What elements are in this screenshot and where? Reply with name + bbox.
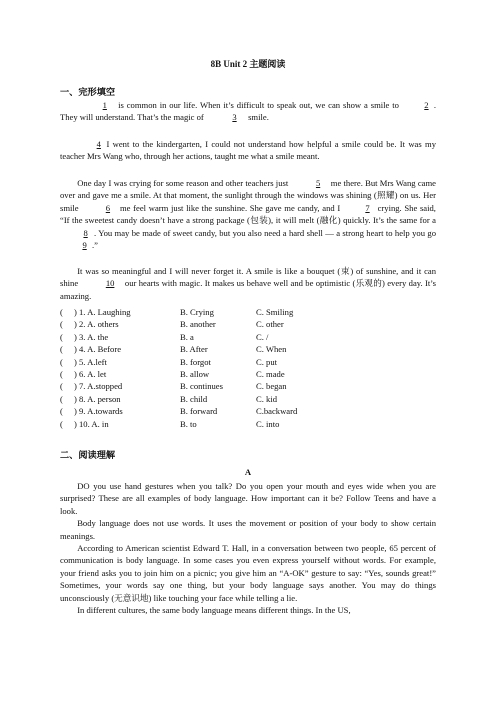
blank-2: 2 (424, 100, 429, 110)
option-a: ) 5. A.left (74, 356, 107, 367)
option-b: B. another (180, 319, 216, 330)
answer-bracket[interactable]: ( (60, 381, 63, 392)
option-row-9 (60, 405, 436, 417)
option-row-4 (60, 343, 436, 355)
cloze-paragraph-1 (60, 99, 436, 124)
answer-bracket[interactable]: ( (60, 319, 63, 330)
reading-paragraph-1: DO you use hand gestures when you talk? Do you open your mouth and eyes wide when you are surprised? These are all examples of body language. How important can it be? Follow Teens and have a look. (60, 481, 436, 516)
option-c: C. When (256, 344, 287, 355)
option-b: B. Crying (180, 307, 214, 317)
blank-5: 5 (315, 178, 321, 188)
cloze-text: crying. She said, “If the sweetest candy doesn’t have a strong package (包装), it will melt (融化) quickly. It’s the same for a (60, 202, 436, 226)
section-heading-reading: 二、阅读理解 (60, 450, 116, 460)
cloze-options (60, 306, 436, 430)
cloze-text: smile. (248, 112, 269, 123)
blank-7: 7 (365, 202, 370, 213)
option-row-2 (60, 318, 436, 330)
cloze-text: our hearts with magic. It makes us behave well and be optimistic (乐观的) every day. It’s amazing. (60, 278, 437, 301)
option-row-3 (60, 331, 436, 343)
option-c: C. put (256, 356, 278, 367)
cloze-text: I went to the kindergarten, I could not understand how helpful a smile could be. It was my teacher Mrs Wang who, through her actions, taught me what a smile meant. (60, 139, 436, 162)
option-a: ) 8. A. person (74, 393, 121, 404)
option-b: B. a (180, 331, 194, 342)
answer-bracket[interactable]: ( (60, 344, 63, 355)
blank-6: 6 (105, 202, 111, 213)
cloze-text: . They will understand. That’s the magic of (60, 100, 436, 123)
answer-bracket[interactable]: ( (60, 307, 63, 317)
blank-10: 10 (105, 278, 115, 289)
cloze-text: It was so meaningful and I will never forget it. A smile is like a bouquet (束) of sunshine, and it can shine (60, 266, 436, 289)
option-c: C. / (256, 331, 269, 342)
option-c: C. Smiling (256, 307, 294, 317)
cloze-text: One day I was crying for some reason and other teachers just (77, 178, 289, 188)
option-c: C. into (256, 418, 280, 429)
answer-bracket[interactable]: ( (60, 418, 63, 429)
cloze-paragraph-2 (60, 138, 436, 163)
reading-paragraph-3: According to American scientist Edward T. Hall, in a conversation between two people, 65 percent of communication is body language. In some cases you even express yourself without words. For example, your friend asks you to join him on a picnic; you give him an “A-OK” gesture to say: “Yes, sounds great!” Sometimes, your words say one thing, but your body language says another. You may do things unconsciously (无意识地) like touching your face while telling a lie. (60, 543, 436, 603)
reading-paragraph-2: Body language does not use words. It uses the movement or position of your body to show certain meanings. (60, 518, 436, 541)
cloze-paragraph-4 (60, 265, 436, 302)
cloze-text: . You may be made of sweet candy, but you also need a hard shell — a strong heart to help you go (94, 227, 436, 238)
option-a: ) 10. A. in (74, 418, 109, 429)
section-heading-cloze: 一、完形填空 (60, 87, 116, 97)
cloze-paragraph-3 (60, 177, 436, 251)
option-c: C. kid (256, 393, 278, 404)
option-row-10 (60, 418, 436, 430)
blank-8: 8 (83, 227, 88, 238)
option-b: B. to (180, 418, 197, 429)
option-row-8 (60, 393, 436, 405)
option-row-1 (60, 306, 436, 318)
option-a: ) 2. A. others (74, 319, 119, 330)
cloze-text: .” (92, 240, 98, 251)
option-c: C. other (256, 319, 284, 330)
option-c: C. began (256, 381, 287, 392)
option-b: B. forgot (180, 356, 211, 367)
option-row-5 (60, 356, 436, 368)
option-c: C.backward (256, 406, 298, 417)
option-row-7 (60, 380, 436, 392)
option-a: ) 1. A. Laughing (74, 307, 131, 317)
answer-bracket[interactable]: ( (60, 368, 63, 379)
reading-passage (60, 480, 436, 616)
option-a: ) 9. A.towards (74, 406, 123, 417)
answer-bracket[interactable]: ( (60, 356, 63, 367)
reading-paragraph-4: In different cultures, the same body language means different things. In the US, (77, 605, 351, 616)
blank-9: 9 (82, 240, 87, 251)
cloze-text: is common in our life. When it’s difficult to speak out, we can show a smile to (118, 100, 399, 110)
option-b: B. forward (180, 406, 218, 417)
passage-heading: A (244, 467, 252, 477)
blank-1: 1 (102, 100, 107, 110)
option-b: B. After (180, 344, 208, 355)
page-title: 8B Unit 2 主题阅读 (210, 59, 286, 69)
answer-bracket[interactable]: ( (60, 406, 63, 417)
option-b: B. continues (180, 381, 223, 392)
blank-4: 4 (96, 139, 101, 149)
answer-bracket[interactable]: ( (60, 331, 63, 342)
option-a: ) 6. A. let (74, 368, 107, 379)
option-a: ) 3. A. the (74, 331, 109, 342)
blank-3: 3 (232, 112, 237, 123)
option-c: C. made (256, 368, 285, 379)
option-a: ) 7. A.stopped (74, 381, 123, 392)
answer-bracket[interactable]: ( (60, 393, 63, 404)
option-a: ) 4. A. Before (74, 344, 122, 355)
cloze-text: me feel warm just like the sunshine. She gave me candy, and I (120, 202, 341, 213)
option-b: B. allow (180, 368, 210, 379)
option-b: B. child (180, 393, 208, 404)
cloze-text: me there. But Mrs Wang came over and gave me a smile. At that moment, the sunlight through the windows was shining (照耀) on us. Her smile (60, 178, 436, 213)
option-row-6 (60, 368, 436, 380)
